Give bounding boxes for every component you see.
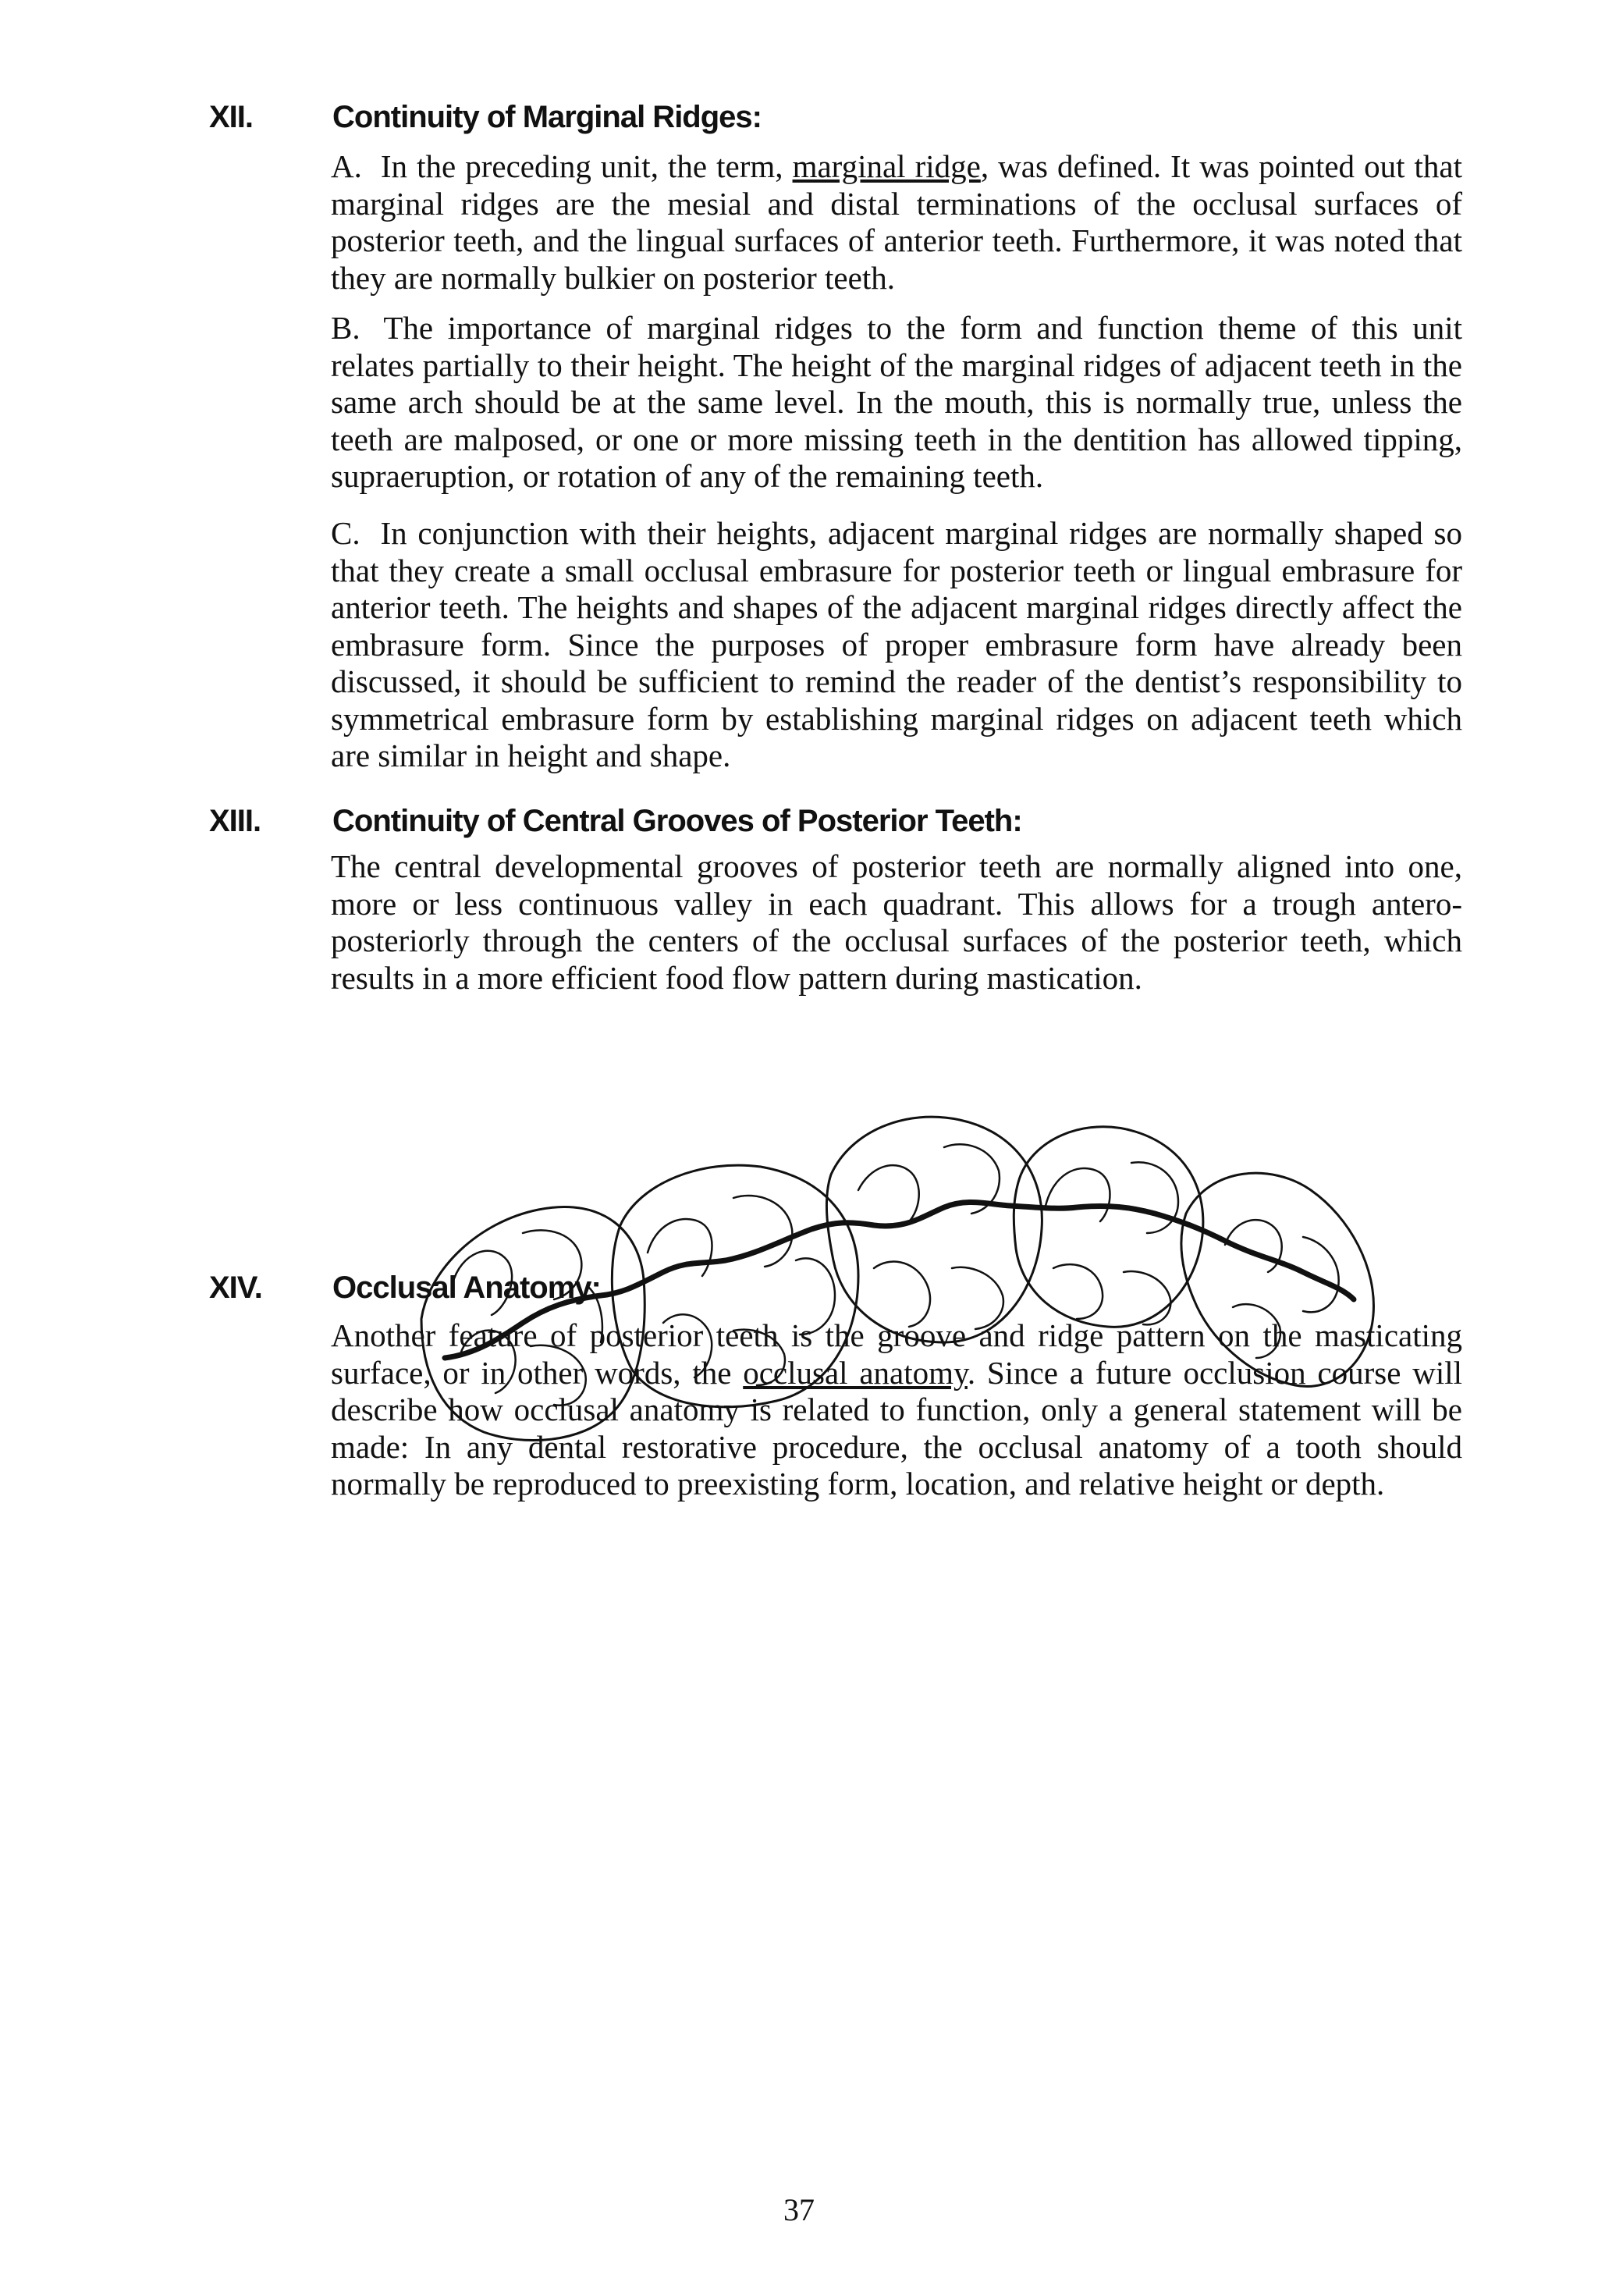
paragraph-text: The importance of marginal ridges to the form and function theme of this unit relates partially to their height. The height of the marginal ridges of adjacent teeth in the same arch should be at the same level. In the mouth, this is normally true, unless the teeth are malposed, or one or more missing teeth in the dentition has allowed tipping, supraeruption, or rotation of any of the remaining teeth. [331,310,1462,494]
paragraph-xii-c [331,515,1462,775]
section-title-central-grooves: Continuity of Central Grooves of Posterior Teeth: [332,804,1022,838]
paragraph-text: In the preceding unit, the term, [380,148,783,184]
paragraph-text: . Since a future occlusion course will describe how occlusal anatomy is related to function, only a general statement will be made: In any dental restorative procedure, the occlusal anatomy of a tooth should normally be reproduced to preexisting form, location, and relative height or depth. [331,1354,1462,1502]
paragraph-xiii: The central developmental grooves of posterior teeth are normally aligned into one, more or less continuous valley in each quadrant. This allows for a trough antero-posteriorly through the centers of the occlusal surfaces of the posterior teeth, which results in a more efficient food flow pattern during mastication. [331,848,1462,996]
premolar-2-outline [826,1117,1042,1342]
section-title-occlusal-anatomy: Occlusal Anatomy: [332,1271,601,1305]
section-title-marginal-ridges: Continuity of Marginal Ridges: [332,100,762,134]
paragraph-label: C. [331,515,360,551]
term-marginal-ridge: marginal ridge [792,148,981,184]
section-number-xiv: XIV. [209,1271,262,1305]
paragraph-text: Another feature of posterior teeth is the groove and ridge pattern on the masticating surface, or in other words, the [331,1317,1462,1391]
paragraph-label: B. [331,310,360,346]
section-number-xiii: XIII. [209,804,261,838]
section-number-xii: XII. [209,100,254,134]
term-occlusal-anatomy: occlusal anatomy [743,1354,968,1391]
paragraph-text: In conjunction with their heights, adjacent marginal ridges are normally shaped so that they create a small occlusal embrasure for posterior teeth or lingual embrasure for anterior teeth. The heights and shapes of the adjacent marginal ridges directly affect the embrasure form. Since the purposes of proper embrasure form have already been discussed, it should be sufficient to remind the reader of the dentist’s responsibility to symmetrical embrasure form by establishing marginal ridges on adjacent teeth which are similar in height and shape. [331,515,1462,773]
paragraph-text: , was defined. It was pointed out that marginal ridges are the mesial and distal terminations of the occlusal surfaces of posterior teeth, and the lingual surfaces of anterior teeth. Furthermore, it was noted that they are normally bulkier on posterior teeth. [331,148,1463,296]
page-number: 37 [783,2192,815,2227]
paragraph-label: A. [331,148,362,184]
paragraph-xii-b [331,310,1462,496]
paragraph-xiv [331,1317,1462,1503]
paragraph-xii-a [331,148,1462,297]
